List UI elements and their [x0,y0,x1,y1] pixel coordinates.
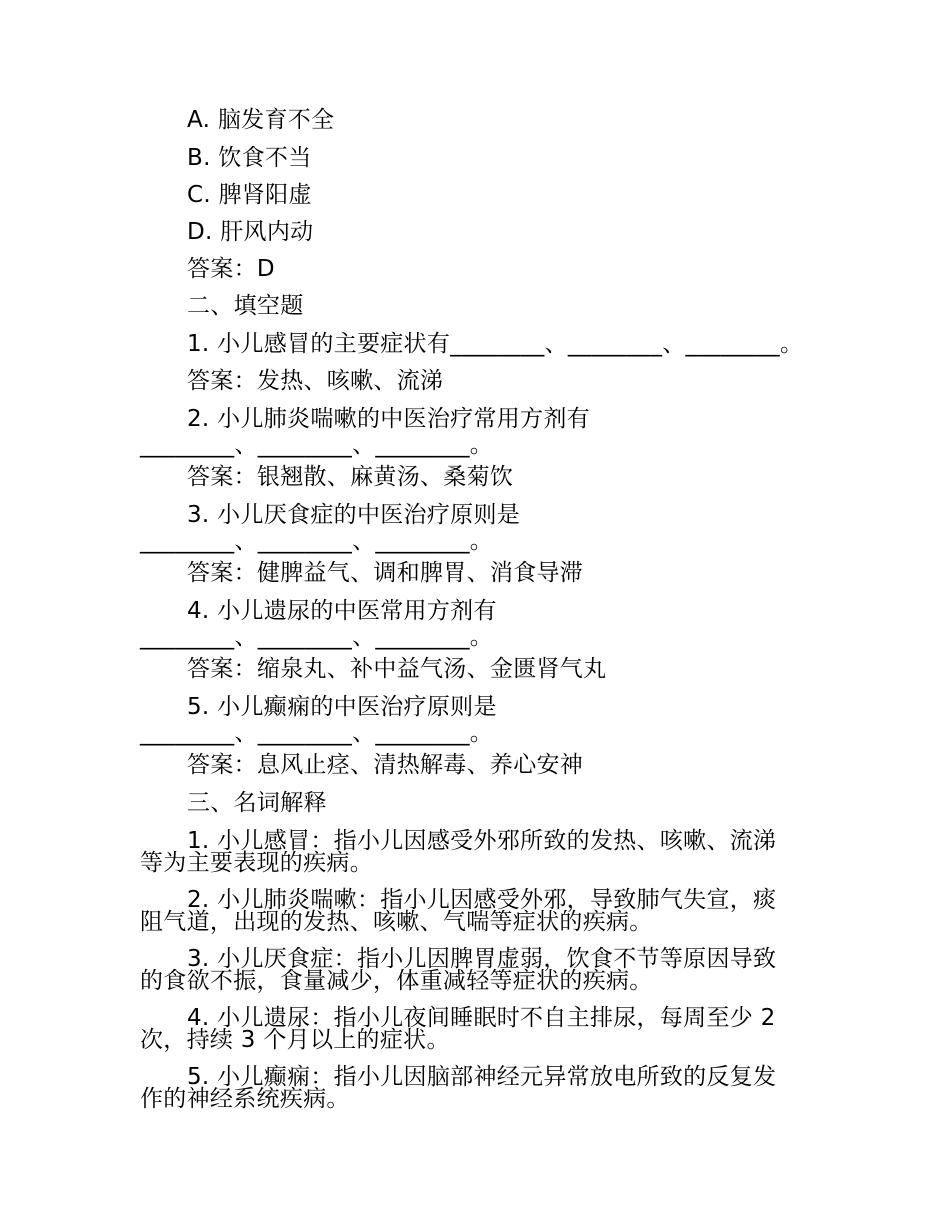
option-b: B. 饮食不当 [187,145,312,171]
question-4: 4. 小儿遗尿的中医常用方剂有 [187,598,497,624]
term-1-line1: 1. 小儿感冒：指小儿因感受外邪所致的发热、咳嗽、流涕 [187,828,777,854]
section-heading-terms: 三、名词解释 [187,790,327,816]
answer-2: 答案：银翘散、麻黄汤、桑菊饮 [187,464,514,490]
term-3-line2: 的食欲不振，食量减少，体重减轻等症状的疾病。 [140,968,653,994]
question-2: 2. 小儿肺炎喘嗽的中医治疗常用方剂有 [187,406,590,432]
answer-choice: 答案：D [187,256,275,282]
question-2-blanks: ________、________、________。 [140,432,494,458]
option-c: C. 脾肾阳虚 [187,182,312,208]
section-heading-fill-blank: 二、填空题 [187,293,304,319]
term-3-line1: 3. 小儿厌食症：指小儿因脾胃虚弱，饮食不节等原因导致 [187,946,777,972]
term-2-line2: 阻气道，出现的发热、咳嗽、气喘等症状的疾病。 [140,909,653,935]
option-d: D. 肝风内动 [187,219,314,245]
question-3-blanks: ________、________、________。 [140,528,494,554]
answer-3: 答案：健脾益气、调和脾胃、消食导滞 [187,560,584,586]
term-5-line1: 5. 小儿癫痫：指小儿因脑部神经元异常放电所致的反复发 [187,1064,777,1090]
term-4-line1: 4. 小儿遗尿：指小儿夜间睡眠时不自主排尿，每周至少 2 [187,1005,776,1031]
question-4-blanks: ________、________、________。 [140,624,494,650]
answer-5: 答案：息风止痉、清热解毒、养心安神 [187,752,584,778]
question-3: 3. 小儿厌食症的中医治疗原则是 [187,502,521,528]
term-1-line2: 等为主要表现的疾病。 [140,850,373,876]
question-5: 5. 小儿癫痫的中医治疗原则是 [187,694,497,720]
answer-4: 答案：缩泉丸、补中益气汤、金匮肾气丸 [187,656,607,682]
answer-1: 答案：发热、咳嗽、流涕 [187,368,444,394]
option-a: A. 脑发育不全 [187,107,335,133]
term-4-line2: 次，持续 3 个月以上的症状。 [140,1027,450,1053]
question-1: 1. 小儿感冒的主要症状有________、________、________。 [187,331,804,357]
term-2-line1: 2. 小儿肺炎喘嗽：指小儿因感受外邪，导致肺气失宣，痰 [187,887,777,913]
term-5-line2: 作的神经系统疾病。 [140,1086,350,1112]
question-5-blanks: ________、________、________。 [140,720,494,746]
